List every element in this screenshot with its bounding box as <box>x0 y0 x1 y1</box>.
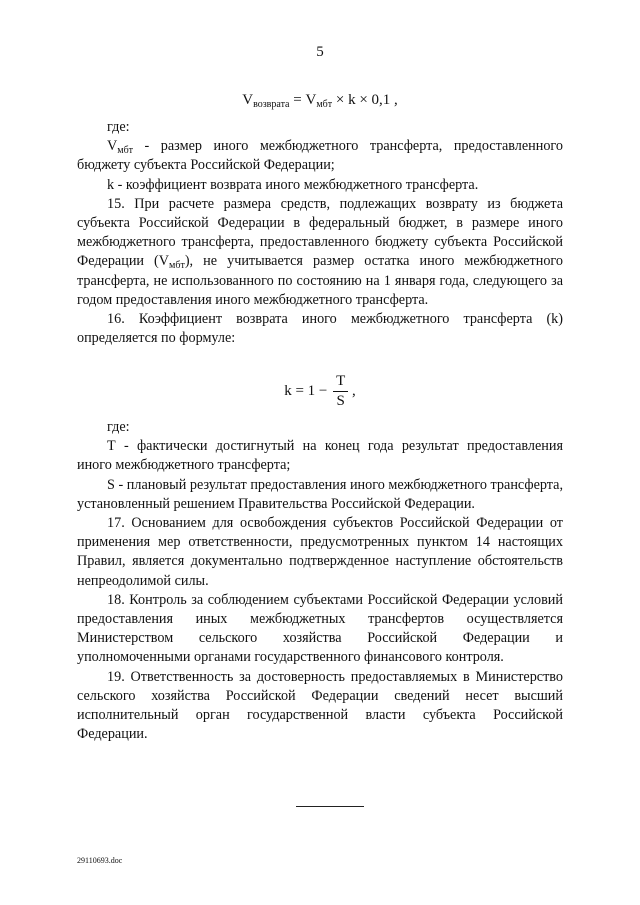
paragraph-18: 18. Контроль за соблюдением субъектами Российской Федерации условий предоставления иных межбюджетных трансфертов осуществляется Министерством сельского хозяйства Российской Федерации и уполномоченными органами государственного финансового контроля. <box>77 591 563 666</box>
formula-return-amount <box>0 92 640 109</box>
definition-v-text: - размер иного межбюджетного трансферта, предоставленного бюджету субъекта Российской Федерации; <box>77 138 563 174</box>
formula2-fraction <box>333 372 348 411</box>
paragraph-15-before: 15. При расчете размера средств, подлежащих возврату из бюджета субъекта Российской Федерации в федеральный бюджет, в размере иного межбюджетного трансферта, предоставленного бюджету субъекта Российской Федерации (V <box>77 195 563 270</box>
definition-v-symbol: V <box>107 138 118 155</box>
paragraph-16: 16. Коэффициент возврата иного межбюджетного трансферта (k) определяется по формуле: <box>77 311 563 347</box>
formula2-tail: , <box>348 382 356 399</box>
where-label-2: где: <box>107 419 130 435</box>
where-label-1: где: <box>107 119 130 135</box>
definition-k: k - коэффициент возврата иного межбюджетного трансферта. <box>107 176 479 193</box>
paragraph-19: 19. Ответственность за достоверность предоставляемых в Министерство сельского хозяйства Российской Федерации сведений несет высший исполнительный орган государственной власти субъекта Российской Федерации. <box>77 668 563 743</box>
formula2-lhs: k = 1 − <box>284 382 332 399</box>
formula-coefficient <box>0 372 640 411</box>
definition-v-subscript: мбт <box>117 145 134 157</box>
paragraph-15-subscript: мбт <box>169 260 185 272</box>
formula-equals: = <box>289 92 306 108</box>
end-rule <box>296 806 364 807</box>
text-block-1 <box>77 118 563 348</box>
formula-lhs-subscript: возврата <box>253 99 290 110</box>
text-block-2 <box>77 418 563 744</box>
formula-lhs-symbol: V <box>242 92 254 108</box>
definition-s: S - плановый результат предоставления иного межбюджетного трансферта, установленный решением Правительства Российской Федерации. <box>77 476 563 512</box>
paragraph-15-after: ), не учитывается размер остатка иного межбюджетного трансферта, не использованного по состоянию на 1 января года, следующего за годом предоставления иного межбюджетного трансферта. <box>77 253 563 308</box>
definition-t: Т - фактически достигнутый на конец года результат предоставления иного межбюджетного трансферта; <box>77 438 563 474</box>
page-number: 5 <box>316 44 324 60</box>
footer-filename: 29110693.doc <box>77 856 123 865</box>
formula2-denominator: S <box>336 393 345 409</box>
formula-rhs-rest: × k × 0,1 , <box>332 92 398 108</box>
formula-rhs-subscript: мбт <box>316 99 333 110</box>
formula-rhs-symbol: V <box>305 92 317 108</box>
paragraph-17: 17. Основанием для освобождения субъектов Российской Федерации от применения мер ответственности, предусмотренных пунктом 14 настоящих Правил, является документально подтвержденное наступление обстоятельств непреодолимой силы. <box>77 515 563 589</box>
paragraph-15 <box>77 195 563 310</box>
definition-v <box>77 137 563 175</box>
formula2-numerator: T <box>333 372 348 392</box>
